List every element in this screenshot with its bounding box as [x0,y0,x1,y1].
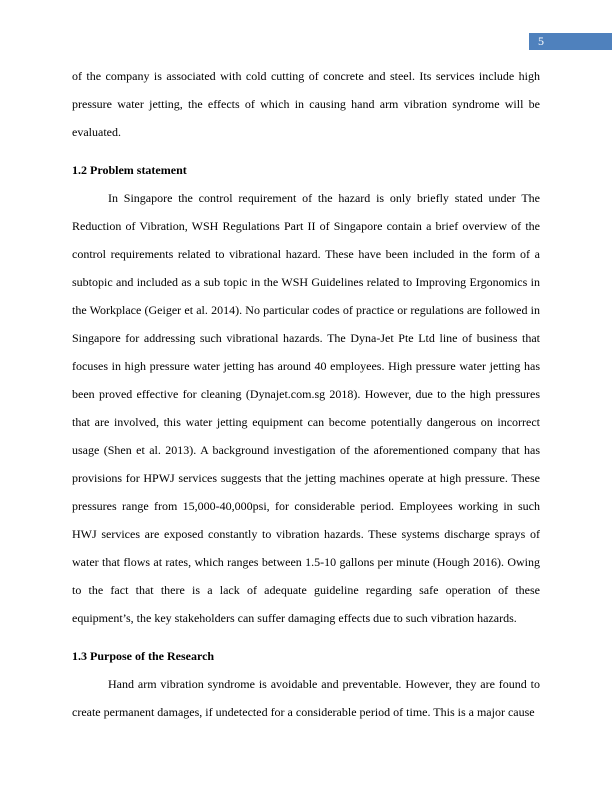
purpose-paragraph: Hand arm vibration syndrome is avoidable and preventable. However, they are found to create permanent damages, if undetected for a considerable period of time. This is a major cause [72,677,540,719]
intro-paragraph: of the company is associated with cold cutting of concrete and steel. Its services include high pressure water jetting, the effects of which in causing hand arm vibration syndrome will be evaluated. [72,69,540,139]
document-body [72,62,540,726]
problem-statement-paragraph: In Singapore the control requirement of the hazard is only briefly stated under The Reduction of Vibration, WSH Regulations Part II of Singapore contain a brief overview of the control requirements related to vibrational hazard. These have been included in the form of a subtopic and included as a sub topic in the WSH Guidelines related to Improving Ergonomics in the Workplace (Geiger et al. 2014). No particular codes of practice or regulations are followed in Singapore for addressing such vibrational hazards. The Dyna-Jet Pte Ltd line of business that focuses in high pressure water jetting has around 40 employees. High pressure water jetting has been proved effective for cleaning (Dynajet.com.sg 2018). However, due to the high pressures that are involved, this water jetting equipment can become potentially dangerous on incorrect usage (Shen et al. 2013). A background investigation of the aforementioned company that has provisions for HPWJ services suggests that the jetting machines operate at high pressure. These pressures range from 15,000-40,000psi, for considerable period. Employees working in such HWJ services are exposed constantly to vibration hazards. These systems discharge sprays of water that flows at rates, which ranges between 1.5-10 gallons per minute (Hough 2016). Owing to the fact that there is a lack of adequate guideline regarding safe operation of these equipment’s, the key stakeholders can suffer damaging effects due to such vibration hazards. [72,191,540,625]
page-number: 5 [529,33,612,50]
section-spacer [72,146,540,156]
section-spacer [72,632,540,642]
section-heading-purpose: 1.3 Purpose of the Research [72,649,215,663]
section-heading-problem-statement: 1.2 Problem statement [72,163,187,177]
